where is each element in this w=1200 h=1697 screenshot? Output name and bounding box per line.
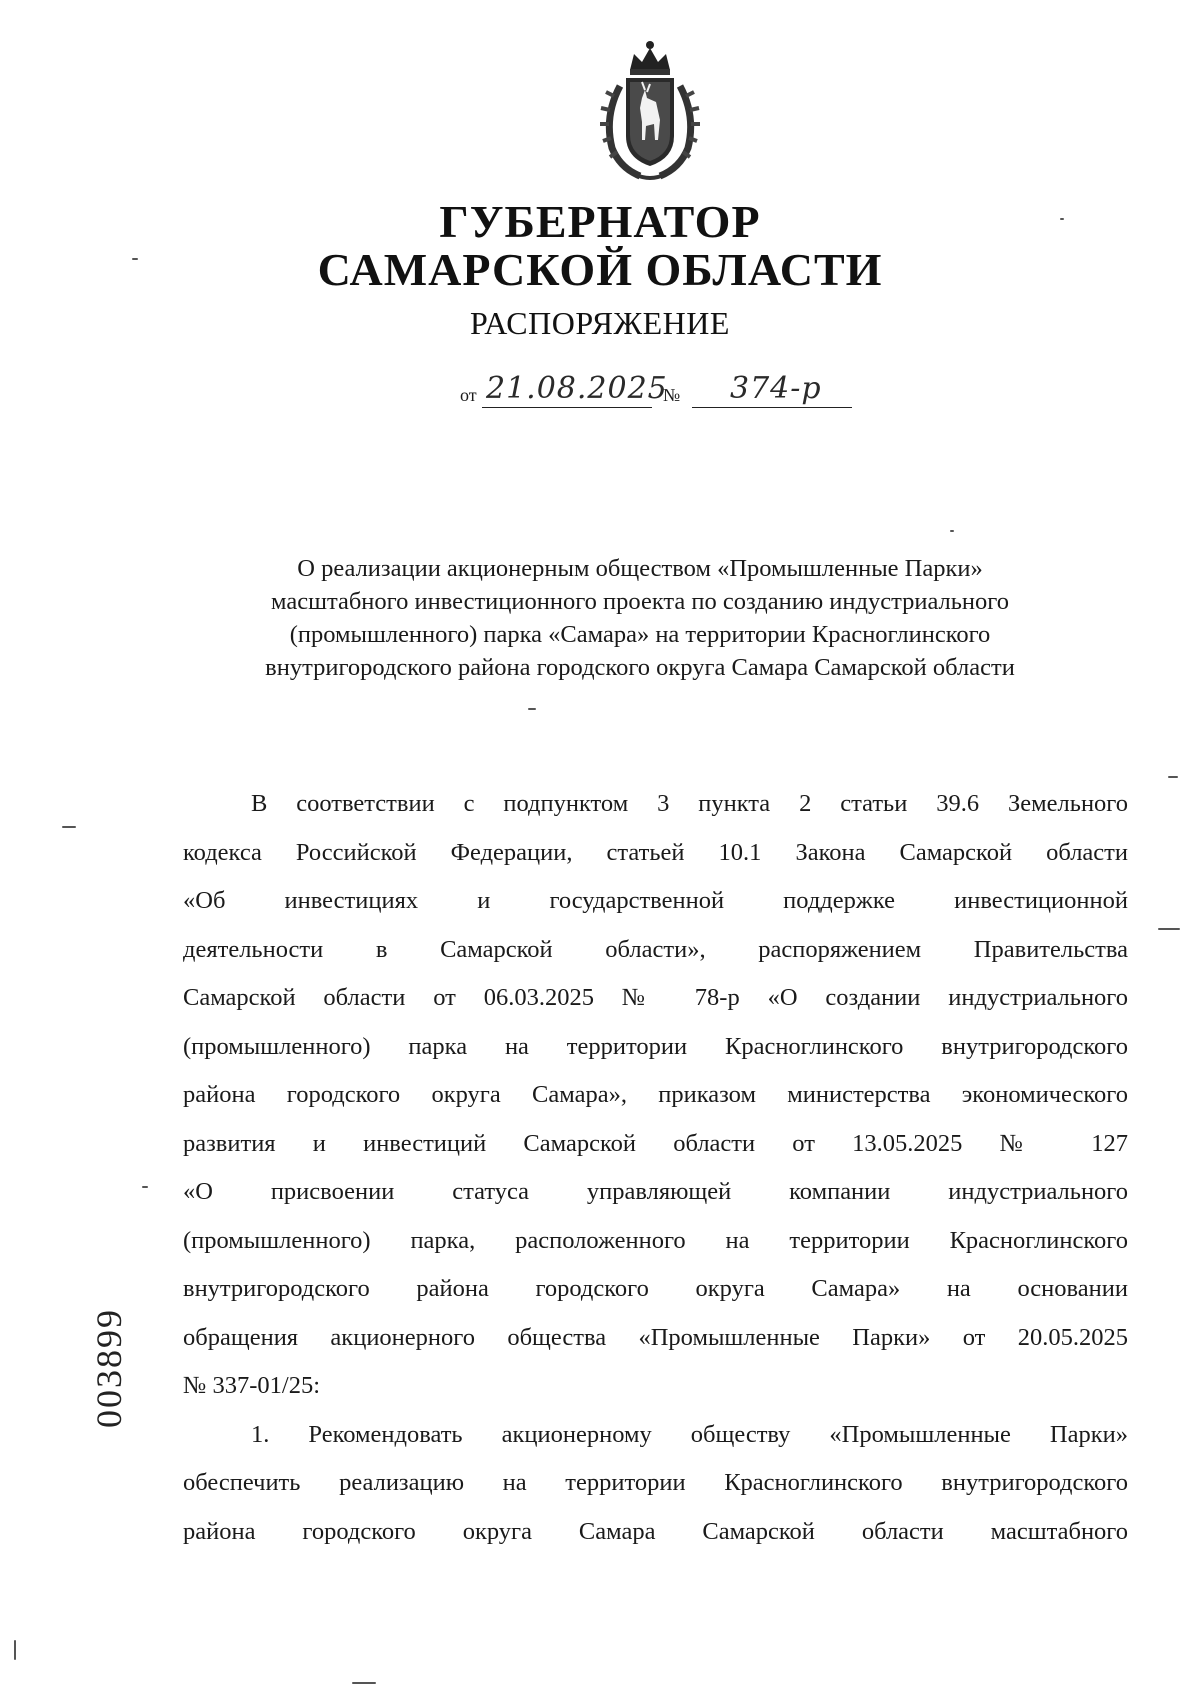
scan-speck [1158, 928, 1180, 930]
scan-speck [142, 1186, 148, 1188]
issuer-title-line1: ГУБЕРНАТОР [439, 196, 761, 247]
body-line: района городского округа Самара», приказом министерства экономического [183, 1081, 1128, 1108]
body-line: (промышленного) парка, расположенного на территории Красноглинского [183, 1226, 1128, 1254]
document-body [183, 780, 1128, 1556]
body-line: кодекса Российской Федерации, статьей 10.1 Закона Самарской области [183, 838, 1128, 866]
document-meta [460, 368, 860, 412]
scan-speck [950, 530, 954, 532]
scan-speck [62, 826, 76, 828]
scan-speck [1060, 218, 1064, 220]
scan-speck [352, 1682, 376, 1684]
body-line: развития и инвестиций Самарской области от 13.05.2025 № 127 [183, 1129, 1128, 1157]
number-value: 374-р [730, 371, 822, 406]
body-line: «Об инвестициях и государственной поддержке инвестиционной [183, 887, 1128, 914]
scan-speck [14, 1640, 16, 1660]
registration-number: 003899 [89, 1308, 129, 1428]
body-line: В соответствии с подпунктом 3 пункта 2 статьи 39.6 Земельного [251, 790, 1128, 817]
body-line: обращения акционерного общества «Промышленные Парки» от 20.05.2025 [183, 1323, 1128, 1351]
number-underline [692, 407, 852, 408]
subject-line: масштабного инвестиционного проекта по созданию индустриального [271, 588, 1009, 615]
body-line: (промышленного) парка на территории Красноглинского внутригородского [183, 1032, 1128, 1060]
body-line: района городского округа Самара Самарской области масштабного [183, 1517, 1128, 1545]
document-subject [180, 552, 1100, 684]
scan-speck [528, 708, 536, 710]
body-line: деятельности в Самарской области», распоряжением Правительства [183, 935, 1128, 963]
date-value: 21.08.2025 [486, 371, 668, 406]
body-line: Самарской области от 06.03.2025 № 78-р «О создании индустриального [183, 984, 1128, 1011]
issuer-title-line2: САМАРСКОЙ ОБЛАСТИ [317, 244, 883, 295]
scan-speck [1168, 776, 1178, 778]
subject-line: (промышленного) парка «Самара» на территории Красноглинского [289, 621, 991, 648]
date-underline [482, 407, 652, 408]
scan-speck [132, 258, 138, 260]
subject-line: О реализации акционерным обществом «Промышленные Парки» [297, 555, 983, 582]
number-label: № [663, 385, 681, 405]
body-line: 1. Рекомендовать акционерному обществу «Промышленные Парки» [251, 1420, 1128, 1448]
body-line: внутригородского района городского округа Самара» на основании [183, 1275, 1128, 1302]
subject-line: внутригородского района городского округа Самара Самарской области [265, 654, 1015, 681]
samara-region-coat-of-arms-icon [590, 36, 710, 186]
date-label: от [460, 385, 477, 405]
body-line: обеспечить реализацию на территории Красноглинского внутригородского [183, 1469, 1128, 1496]
document-type: РАСПОРЯЖЕНИЕ [470, 305, 730, 341]
body-line: «О присвоении статуса управляющей компании индустриального [183, 1178, 1128, 1205]
body-line: № 337-01/25: [183, 1372, 321, 1399]
